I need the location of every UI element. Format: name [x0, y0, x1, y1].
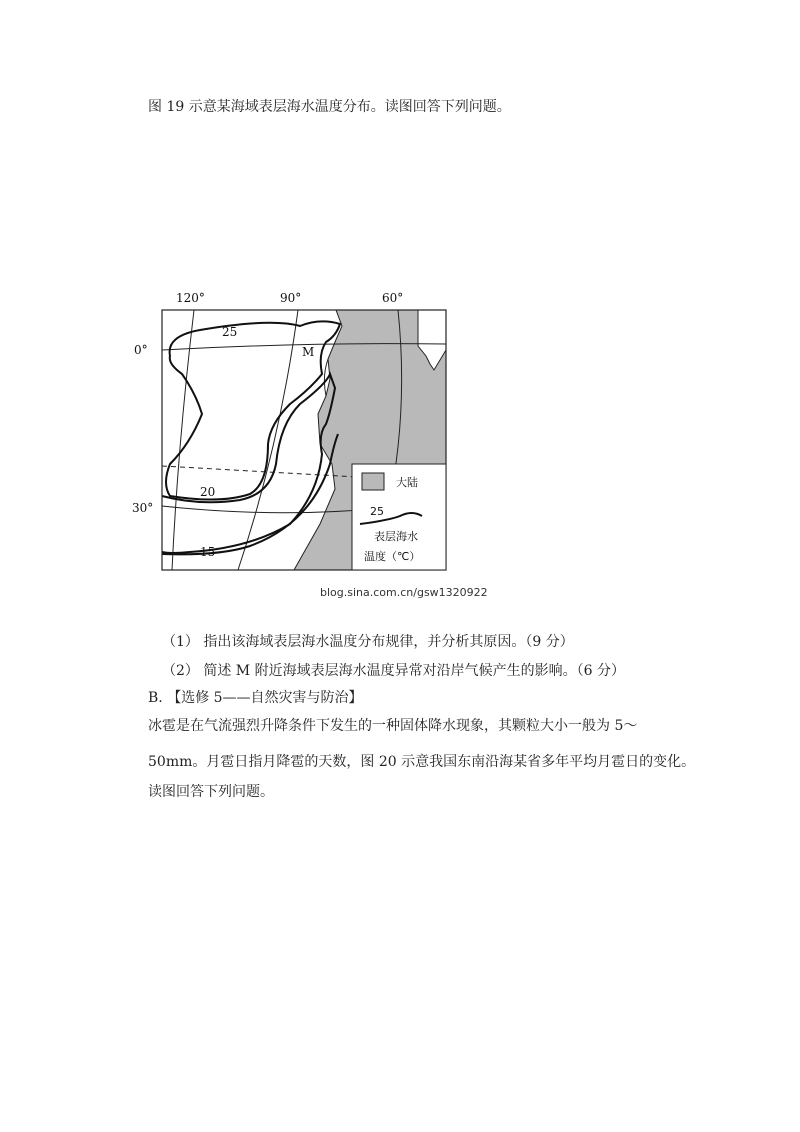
lon-label-60: 60°	[382, 291, 404, 305]
intro-text: 图 19 示意某海域表层海水温度分布。读图回答下列问题。	[148, 99, 511, 115]
lat-label-0: 0°	[134, 343, 148, 357]
isotherm-label-25: 25	[222, 325, 238, 339]
question-2: （2） 简述 M 附近海域表层海水温度异常对沿岸气候产生的影响。（6 分）	[162, 663, 625, 679]
section-b-heading: B. 【选修 5——自然灾害与防治】	[148, 690, 363, 706]
paragraph-line-3: 读图回答下列问题。	[148, 784, 274, 800]
point-m-label: M	[302, 345, 315, 359]
paragraph-line-1: 冰雹是在气流强烈升降条件下发生的一种固体降水现象，其颗粒大小一般为 5～	[148, 718, 638, 734]
sea-temperature-map	[130, 284, 460, 574]
isotherm-label-20: 20	[200, 485, 216, 499]
legend-line-value: 25	[370, 505, 384, 518]
isotherm-label-15: 15	[200, 545, 216, 559]
legend-land-label: 大陆	[396, 476, 418, 489]
isotherm-20	[162, 374, 335, 553]
legend-line-text-1: 表层海水	[374, 530, 418, 543]
lon-label-90: 90°	[280, 291, 302, 305]
map-legend	[352, 464, 446, 570]
legend-land-swatch	[362, 473, 384, 490]
watermark-text: blog.sina.com.cn/gsw1320922	[320, 586, 488, 599]
question-1: （1） 指出该海域表层海水温度分布规律，并分析其原因。（9 分）	[162, 634, 574, 650]
lat-label-30: 30°	[132, 501, 154, 515]
paragraph-line-2: 50mm。月雹日指月降雹的天数，图 20 示意我国东南沿海某省多年平均月雹日的变化。	[148, 754, 696, 770]
legend-line-text-2: 温度（℃）	[364, 550, 421, 563]
lon-label-120: 120°	[176, 291, 205, 305]
